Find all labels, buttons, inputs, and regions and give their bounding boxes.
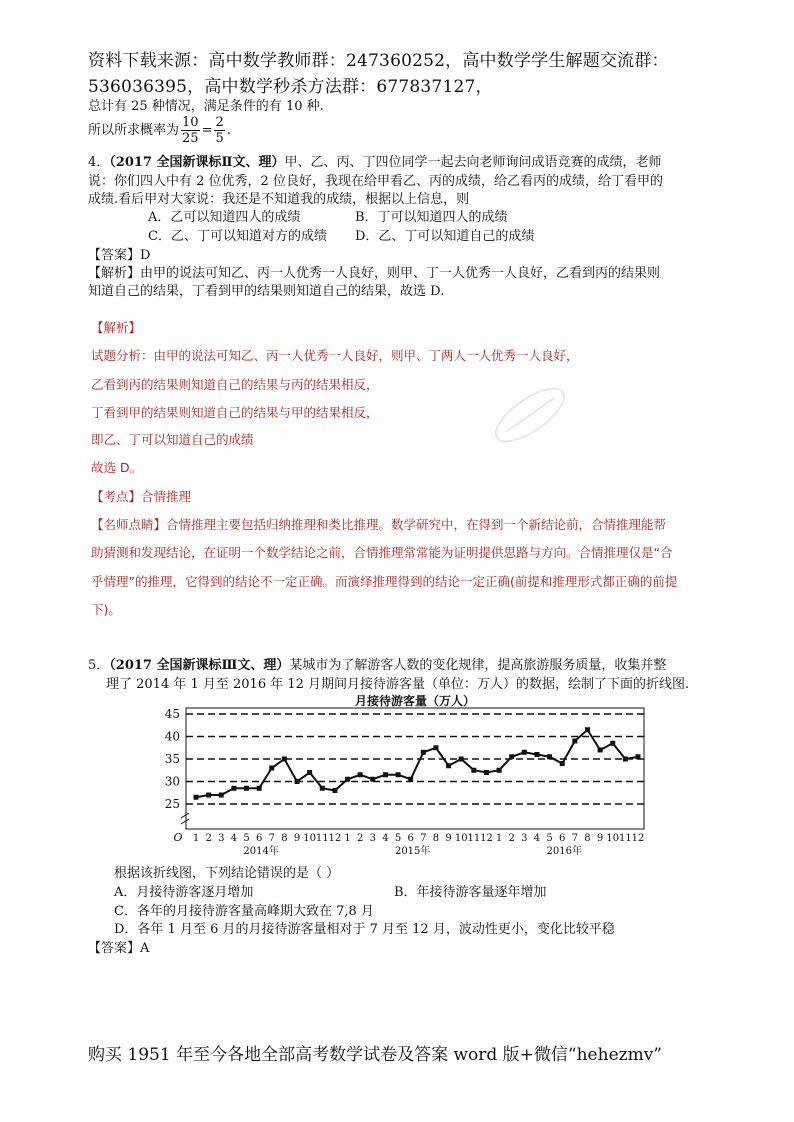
y-tick-label-40: 40: [164, 729, 180, 744]
y-tick-label-25: 25: [164, 797, 180, 811]
fraction-10-25: $\frac{10}{25}$: [182, 115, 199, 146]
data-point: [358, 772, 363, 777]
x-tick-label: 3: [218, 833, 225, 844]
data-point: [497, 768, 502, 773]
q4-number: 4．: [88, 155, 110, 170]
q4-option-d: D．乙、丁可以知道自己的成绩: [355, 229, 535, 244]
x-tick-label: 10: [303, 833, 317, 844]
data-point: [282, 757, 287, 762]
x-tick-label: 5: [243, 833, 250, 844]
q4-option-c: C．乙、丁可以知道对方的成绩: [148, 229, 327, 244]
x-tick-label: 11: [619, 833, 632, 844]
data-point: [219, 793, 224, 798]
data-point: [370, 777, 375, 782]
x-tick-label: 10: [454, 833, 468, 844]
q4-analysis-line-2: 知道自己的结果，丁看到甲的结果则知道自己的结果，故选 D.: [88, 284, 445, 299]
red-mingshi-line-3: 乎情理”的推理，它得到的结论不一定正确。而演绎推理得到的结论一定正确(前提和推理形式都正确的前提: [91, 574, 678, 589]
red-mingshi-line-4: 下)。: [91, 602, 121, 617]
x-tick-label: 7: [571, 833, 579, 844]
q4-answer: 【答案】D: [88, 248, 151, 263]
data-point: [320, 786, 325, 791]
red-analysis-line-2: 乙看到丙的结果则知道自己的结果与丙的结果相反，: [91, 377, 379, 392]
data-point: [383, 772, 388, 777]
q5-answer: 【答案】A: [88, 941, 150, 956]
year-label-3: 2016年: [546, 846, 582, 857]
x-tick-label: 7: [268, 833, 275, 844]
x-tick-label: 9: [445, 833, 452, 844]
data-point: [560, 761, 565, 766]
red-kaodian: 【考点】合情推理: [91, 489, 192, 504]
x-tick-label: 11: [315, 833, 329, 844]
x-tick-label: 10: [606, 833, 620, 844]
data-point: [269, 766, 274, 771]
q5-source-tag: （2017 全国新课标Ⅲ文、理）: [109, 658, 290, 673]
q4-source-tag: （2017 全国新课标Ⅱ文、理）: [109, 155, 285, 170]
x-tick-label: 12: [328, 833, 342, 844]
header-line-2: 536036395，高中数学秒杀方法群：677837127，: [88, 77, 493, 97]
x-tick-label: 1: [344, 833, 351, 844]
year-label-1: 2014年: [243, 846, 279, 857]
q5-text-1: 某城市为了解游客人数的变化规律，提高旅游服务质量，收集并整: [289, 658, 667, 673]
data-point: [484, 770, 489, 775]
q5-line-1: [88, 657, 666, 675]
y-tick-label-30: 30: [164, 774, 180, 789]
data-point: [547, 754, 552, 759]
data-point: [623, 757, 628, 762]
x-tick-label: 1: [192, 833, 200, 844]
q4-analysis-label: 【解析】: [88, 266, 141, 281]
x-tick-label: 7: [420, 833, 427, 844]
q4-option-b: B．丁可以知道四人的成绩: [355, 210, 508, 225]
x-tick-label: 5: [394, 833, 402, 844]
x-tick-label: 12: [480, 833, 493, 844]
q4-line-3: 成绩.看后甲对大家说：我还是不知道我的成绩，根据以上信息，则: [88, 192, 470, 207]
chart-title: 月接待游客量（万人）: [354, 694, 476, 708]
x-tick-label: 3: [369, 833, 376, 844]
red-analysis-line-4: 即乙、丁可以知道自己的成绩: [91, 432, 254, 447]
red-analysis-line-1: 试题分析：由甲的说法可知乙、丙一人优秀一人良好，则甲、丁两人一人优秀一人良好，: [91, 348, 579, 363]
q5-line-2: 理了 2014 年 1 月至 2016 年 12 月期间月接待游客量（单位：万人）的数据，绘制了下面的折线图.: [106, 677, 690, 692]
red-mingshi-line-1: 【名师点睛】合情推理主要包括归纳推理和类比推理。数学研究中，在得到一个新结论前，合情推理能帮: [91, 517, 667, 532]
x-tick-label: 6: [407, 833, 414, 844]
red-analysis-line-5: 故选 D。: [91, 460, 143, 475]
x-tick-label: 8: [584, 833, 591, 844]
x-tick-label: 5: [546, 833, 553, 844]
x-tick-label: 3: [521, 833, 528, 844]
data-point: [231, 786, 236, 791]
q5-question-prompt: 根据该折线图，下列结论错误的是（ ）: [114, 866, 340, 881]
data-point: [509, 754, 514, 759]
q5-option-c: C．各年的月接待游客量高峰期大致在 7,8 月: [114, 904, 374, 919]
q4-text-1: 甲、乙、丙、丁四位同学一起去向老师询问成语竞赛的成绩，老师: [284, 155, 662, 170]
data-point: [471, 768, 476, 773]
x-tick-label: 9: [596, 833, 604, 844]
q4-line-1: [88, 154, 661, 172]
data-point: [345, 777, 350, 782]
prob-prefix: 所以所求概率为: [88, 123, 180, 138]
q5-option-a: A．月接待游客逐月增加: [114, 885, 254, 900]
data-point: [408, 777, 413, 782]
q5-number: 5．: [88, 658, 110, 673]
x-tick-label: 8: [432, 833, 440, 844]
x-tick-label: 4: [533, 833, 541, 844]
data-point: [459, 757, 464, 762]
series-line: [196, 730, 638, 798]
data-point: [332, 788, 337, 793]
watermark-logo: [470, 380, 590, 450]
x-tick-label: 2: [356, 833, 364, 844]
x-tick-label: 1: [495, 833, 503, 844]
x-tick-label: 4: [230, 833, 238, 844]
q5-option-d: D．各年 1 月至 6 月的月接待游客量相对于 7 月至 12 月，波动性更小，变化比较平稳: [114, 922, 615, 937]
axis-break-mark: [181, 813, 189, 824]
equals-sign: =: [201, 123, 213, 138]
header-line-1: 资料下载来源：高中数学教师群：247360252，高中数学学生解题交流群：: [88, 51, 669, 71]
prev-total-line: 总计有 25 种情况，满足条件的有 10 种.: [88, 99, 324, 114]
q4-line-2: 说：你们四人中有 2 位优秀，2 位良好，我现在给甲看乙、丙的成绩，给乙看丙的成绩，给丁看甲的: [88, 174, 663, 189]
x-tick-label: 2: [508, 833, 515, 844]
prev-probability-line: 所以所求概率为 $\frac{10}{25}$ = $\frac{2}{5}$ .: [88, 115, 231, 146]
data-point: [610, 741, 615, 746]
x-tick-label: 11: [467, 833, 481, 844]
data-point: [396, 772, 401, 777]
data-point: [433, 745, 438, 750]
origin-label: O: [173, 831, 183, 844]
x-tick-label: 8: [281, 833, 288, 844]
data-point: [194, 795, 199, 800]
line-chart: [150, 690, 660, 862]
red-mingshi-line-2: 助猜测和发现结论，在证明一个数学结论之前，合情推理常常能为证明提供思路与方向。合情推理仅是“合: [91, 545, 673, 560]
data-point: [585, 727, 590, 732]
footer-ad: 购买 1951 年至今各地全部高考数学试卷及答案 word 版+微信“hehezmv”: [88, 1045, 662, 1065]
x-tick-label: 12: [631, 833, 645, 844]
data-point: [534, 752, 539, 757]
data-point: [244, 786, 249, 791]
red-analysis-line-3: 丁看到甲的结果则知道自己的结果与甲的结果相反，: [91, 405, 379, 420]
x-tick-label: 9: [293, 833, 301, 844]
q5-option-b: B．年接待游客量逐年增加: [394, 885, 547, 900]
fraction-2-5: $\frac{2}{5}$: [215, 115, 224, 146]
q4-option-a: A．乙可以知道四人的成绩: [148, 210, 301, 225]
x-tick-label: 4: [382, 833, 389, 844]
data-point: [295, 779, 300, 784]
y-tick-label-35: 35: [164, 752, 180, 766]
data-point: [446, 763, 451, 768]
data-point: [206, 793, 211, 798]
data-point: [257, 786, 262, 791]
data-point: [421, 750, 426, 755]
y-tick-label-45: 45: [164, 707, 180, 721]
x-tick-label: 6: [255, 833, 263, 844]
x-tick-label: 6: [559, 833, 566, 844]
data-point: [572, 739, 577, 744]
red-analysis-label: 【解析】: [91, 320, 142, 335]
data-point: [522, 750, 527, 755]
q4-analysis-line-1: 【解析】由甲的说法可知乙、丙一人优秀一人良好，则甲、丁一人优秀一人良好，乙看到丙的结果则: [88, 266, 661, 281]
data-point: [636, 754, 641, 759]
data-point: [307, 770, 312, 775]
year-label-2: 2015年: [394, 846, 431, 857]
x-tick-label: 2: [205, 833, 212, 844]
data-point: [598, 748, 603, 753]
